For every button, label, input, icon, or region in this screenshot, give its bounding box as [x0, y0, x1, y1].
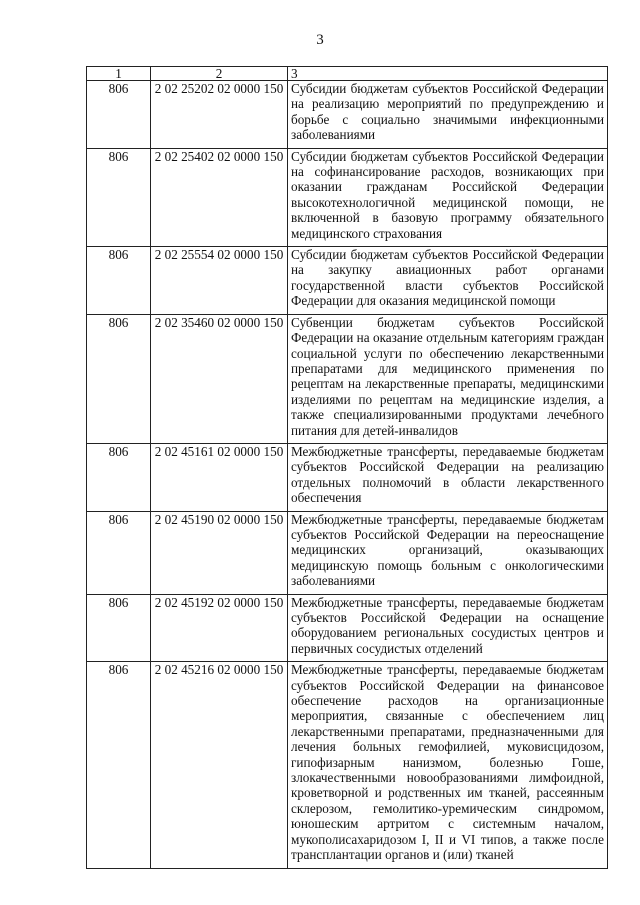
kbk-code-cell: 2 02 25202 02 0000 150: [151, 81, 288, 149]
description-cell: Субсидии бюджетам субъектов Российской Федерации на реализацию мероприятий по предупреждению и борьбе с социально значимыми инфекционными заболеваниями: [288, 81, 608, 149]
description-cell: Межбюджетные трансферты, передаваемые бюджетам субъектов Российской Федерации на финансовое обеспечение расходов на организационные мероприятия, связанные с обеспечением лиц лекарственными препаратами, предназначенными для лечения больных гемофилией, муковисцидозом, гипофизарным нанизмом, болезнью Гоше, злокачественными новообразованиями лимфоидной, кроветворной и родственных им тканей, рассеянным склерозом, гемолитико-уремическим синдромом, юношеским артритом с системным началом, мукополисахаридозом I, II и VI типов, а также после трансплантации органов и (или) тканей: [288, 662, 608, 868]
table-row: [87, 81, 608, 149]
kbk-code-cell: 2 02 45192 02 0000 150: [151, 594, 288, 662]
admin-code-cell: 806: [87, 662, 151, 868]
description-cell: Субвенции бюджетам субъектов Российской Федерации на оказание отдельным категориям граждан социальной услуги по обеспечению лекарственными препаратами для медицинского применения по рецептам на лекарственные препараты, медицинскими изделиями по рецептам на медицинские изделия, а также специализированными продуктами лечебного питания для детей-инвалидов: [288, 314, 608, 443]
revenue-codes-table: [86, 66, 608, 869]
table-row: [87, 314, 608, 443]
column-header: 2: [151, 67, 288, 81]
admin-code-cell: 806: [87, 511, 151, 594]
table-row: [87, 247, 608, 315]
description-cell: Субсидии бюджетам субъектов Российской Федерации на софинансирование расходов, возникающих при оказании гражданам Российской Федерации высокотехнологичной медицинской помощи, не включенной в базовую программу обязательного медицинского страхования: [288, 148, 608, 246]
admin-code-cell: 806: [87, 594, 151, 662]
table-row: [87, 443, 608, 511]
table-row: [87, 662, 608, 868]
description-cell: Межбюджетные трансферты, передаваемые бюджетам субъектов Российской Федерации на переоснащение медицинских организаций, оказывающих медицинскую помощь больным с онкологическими заболеваниями: [288, 511, 608, 594]
kbk-code-cell: 2 02 45190 02 0000 150: [151, 511, 288, 594]
admin-code-cell: 806: [87, 443, 151, 511]
kbk-code-cell: 2 02 45161 02 0000 150: [151, 443, 288, 511]
kbk-code-cell: 2 02 25554 02 0000 150: [151, 247, 288, 315]
admin-code-cell: 806: [87, 314, 151, 443]
description-cell: Субсидии бюджетам субъектов Российской Федерации на закупку авиационных работ органами государственной власти субъектов Российской Федерации для оказания медицинской помощи: [288, 247, 608, 315]
table-row: [87, 511, 608, 594]
admin-code-cell: 806: [87, 81, 151, 149]
column-header: 1: [87, 67, 151, 81]
table-header-row: [87, 67, 608, 81]
table-row: [87, 148, 608, 246]
table-row: [87, 594, 608, 662]
admin-code-cell: 806: [87, 148, 151, 246]
page-number: 3: [316, 32, 324, 48]
kbk-code-cell: 2 02 35460 02 0000 150: [151, 314, 288, 443]
column-header: 3: [288, 67, 608, 81]
kbk-code-cell: 2 02 45216 02 0000 150: [151, 662, 288, 868]
admin-code-cell: 806: [87, 247, 151, 315]
kbk-code-cell: 2 02 25402 02 0000 150: [151, 148, 288, 246]
description-cell: Межбюджетные трансферты, передаваемые бюджетам субъектов Российской Федерации на оснащение оборудованием региональных сосудистых центров и первичных сосудистых отделений: [288, 594, 608, 662]
description-cell: Межбюджетные трансферты, передаваемые бюджетам субъектов Российской Федерации на реализацию отдельных полномочий в области лекарственного обеспечения: [288, 443, 608, 511]
